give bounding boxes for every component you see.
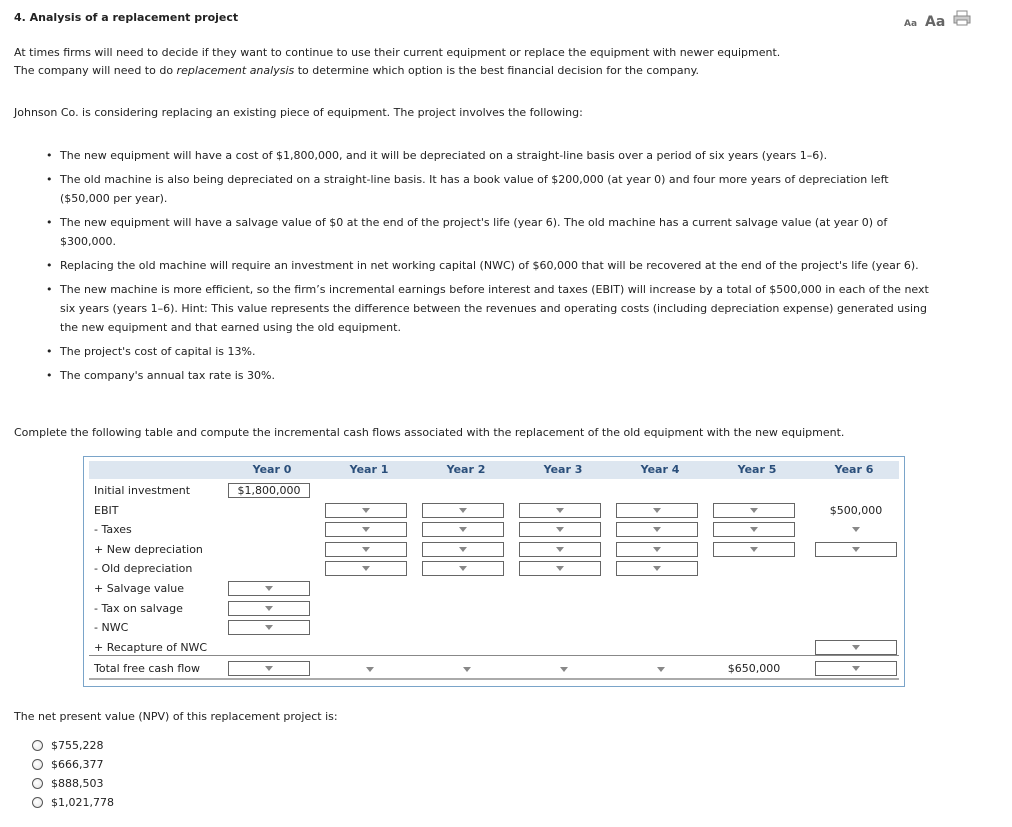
intro-text: The company will need to do: [14, 64, 177, 77]
table-bottom-rule: [89, 678, 899, 680]
dropdown-taxes-y1[interactable]: [325, 522, 407, 537]
dropdown-taxes-y4[interactable]: [616, 522, 698, 537]
intro-text: to determine which option is the best financial decision for the company.: [294, 64, 700, 77]
header-year-0: Year 0: [252, 463, 292, 476]
list-item: • The new equipment will have a salvage value of $0 at the end of the project's life (year 6). The old machine has a current salvage value (at year 0) of $300,000.: [46, 213, 936, 251]
dropdown-olddep-y2[interactable]: [422, 561, 504, 576]
dropdown-ebit-y5[interactable]: [713, 503, 795, 518]
option-label: $666,377: [51, 758, 104, 771]
dropdown-total-y3[interactable]: [560, 667, 568, 672]
radio-icon[interactable]: [32, 778, 43, 789]
option-label: $1,021,778: [51, 796, 114, 809]
dropdown-ebit-y3[interactable]: [519, 503, 601, 518]
dropdown-tax-salvage-y0[interactable]: [228, 601, 310, 616]
row-label-old-depreciation: - Old depreciation: [94, 562, 193, 575]
npv-option[interactable]: [32, 774, 114, 793]
row-label-tax-on-salvage: - Tax on salvage: [94, 602, 183, 615]
header-year-6: Year 6: [834, 463, 874, 476]
font-decrease-button[interactable]: Aa: [904, 19, 918, 29]
list-item: • The old machine is also being depreciated on a straight-line basis. It has a book value of $200,000 (at year 0) and four more years of depreciation left ($50,000 per year).: [46, 170, 936, 208]
radio-icon[interactable]: [32, 759, 43, 770]
dropdown-total-y0[interactable]: [228, 661, 310, 676]
intro-emphasis: replacement analysis: [176, 64, 295, 77]
cash-flow-table: [83, 456, 905, 687]
list-item: • Replacing the old machine will require an investment in net working capital (NWC) of $60,000 that will be recovered at the end of the project's life (year 6).: [46, 256, 936, 275]
row-label-salvage-value: + Salvage value: [94, 582, 185, 595]
print-icon[interactable]: [953, 10, 971, 26]
row-label-total-fcf: Total free cash flow: [94, 662, 201, 675]
header-year-3: Year 3: [543, 463, 583, 476]
row-label-new-depreciation: + New depreciation: [94, 543, 203, 556]
dropdown-olddep-y3[interactable]: [519, 561, 601, 576]
radio-icon[interactable]: [32, 740, 43, 751]
dropdown-olddep-y1[interactable]: [325, 561, 407, 576]
npv-option[interactable]: [32, 755, 114, 774]
setup-text: Johnson Co. is considering replacing an existing piece of equipment. The project involves the following:: [14, 106, 583, 119]
dropdown-nwc-y0[interactable]: [228, 620, 310, 635]
npv-question: The net present value (NPV) of this replacement project is:: [14, 710, 338, 723]
row-label-taxes: - Taxes: [94, 523, 132, 536]
instruction-text: Complete the following table and compute the incremental cash flows associated with the replacement of the old equipment with the new equipment.: [14, 426, 845, 439]
toolbar: [904, 10, 971, 30]
row-label-ebit: EBIT: [94, 504, 119, 517]
list-item: • The project's cost of capital is 13%.: [46, 342, 936, 361]
list-item: • The company's annual tax rate is 30%.: [46, 366, 936, 385]
npv-options: [32, 736, 114, 812]
dropdown-total-y4[interactable]: [657, 667, 665, 672]
intro-line-1: At times firms will need to decide if they want to continue to use their current equipment or replace the equipment with newer equipment.: [14, 46, 781, 59]
header-year-5: Year 5: [737, 463, 777, 476]
dropdown-salvage-y0[interactable]: [228, 581, 310, 596]
total-divider: [89, 655, 899, 656]
dropdown-newdep-y3[interactable]: [519, 542, 601, 557]
dropdown-taxes-y5[interactable]: [713, 522, 795, 537]
dropdown-ebit-y1[interactable]: [325, 503, 407, 518]
dropdown-newdep-y2[interactable]: [422, 542, 504, 557]
dropdown-taxes-y3[interactable]: [519, 522, 601, 537]
npv-option[interactable]: [32, 736, 114, 755]
list-item: • The new equipment will have a cost of $1,800,000, and it will be depreciated on a straight-line basis over a period of six years (years 1–6).: [46, 146, 936, 165]
option-label: $888,503: [51, 777, 104, 790]
cell-total-y5: $650,000: [727, 662, 781, 675]
dropdown-total-y2[interactable]: [463, 667, 471, 672]
dropdown-recapture-nwc-y6[interactable]: [815, 640, 897, 655]
dropdown-newdep-y5[interactable]: [713, 542, 795, 557]
dropdown-newdep-y4[interactable]: [616, 542, 698, 557]
dropdown-ebit-y2[interactable]: [422, 503, 504, 518]
option-label: $755,228: [51, 739, 104, 752]
header-year-4: Year 4: [640, 463, 680, 476]
dropdown-total-y6[interactable]: [815, 661, 897, 676]
intro-line-2: [14, 62, 699, 80]
question-title: 4. Analysis of a replacement project: [14, 11, 239, 24]
cell-initial-investment-y0: $1,800,000: [228, 483, 310, 498]
dropdown-taxes-y2[interactable]: [422, 522, 504, 537]
dropdown-total-y1[interactable]: [366, 667, 374, 672]
dropdown-olddep-y4[interactable]: [616, 561, 698, 576]
cell-ebit-y6: $500,000: [829, 504, 883, 517]
dropdown-taxes-y6[interactable]: [852, 527, 860, 532]
dropdown-ebit-y4[interactable]: [616, 503, 698, 518]
row-label-initial-investment: Initial investment: [94, 484, 191, 497]
row-label-recapture-nwc: + Recapture of NWC: [94, 641, 208, 654]
list-item: • The new machine is more efficient, so the firm’s incremental earnings before interest and taxes (EBIT) will increase by a total of $500,000 in each of the next six years (years 1–6). Hint: This value represents the difference between the revenues and operating costs (including depreciation expense) generated using the new equipment and that earned using the old equipment.: [46, 280, 936, 337]
font-increase-button[interactable]: Aa: [925, 14, 946, 30]
dropdown-newdep-y1[interactable]: [325, 542, 407, 557]
header-year-1: Year 1: [349, 463, 389, 476]
header-year-2: Year 2: [446, 463, 486, 476]
row-label-nwc: - NWC: [94, 621, 129, 634]
assumption-list: [46, 146, 936, 390]
radio-icon[interactable]: [32, 797, 43, 808]
dropdown-newdep-y6[interactable]: [815, 542, 897, 557]
npv-option[interactable]: [32, 793, 114, 812]
table-header: [89, 461, 899, 479]
